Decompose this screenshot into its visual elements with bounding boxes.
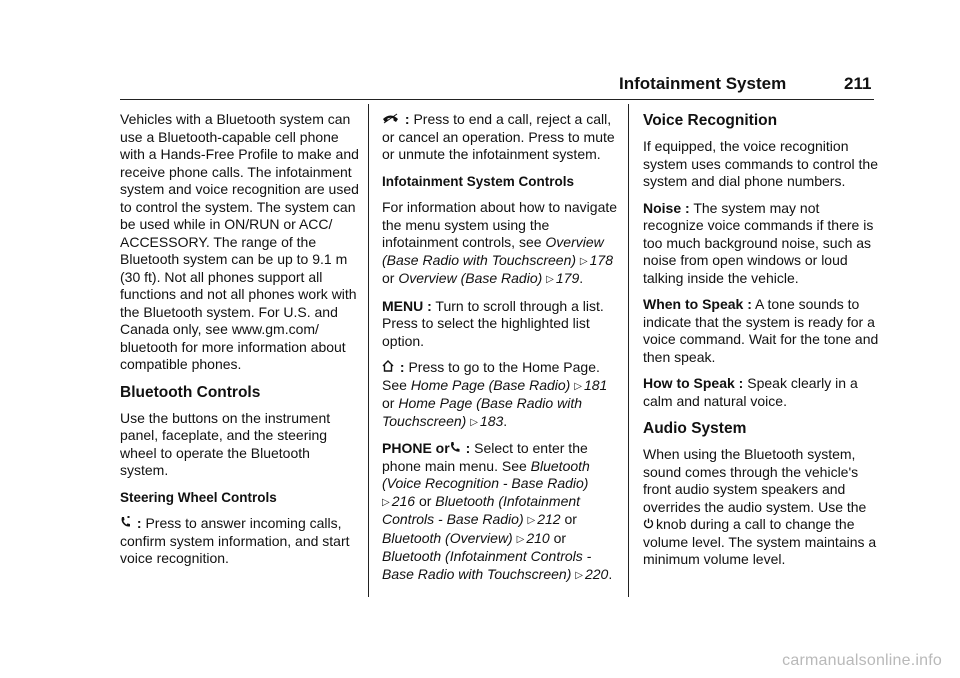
power-knob-icon xyxy=(643,516,654,534)
voice-recognition-paragraph: If equipped, the voice recognition system uses commands to control the system and dial phone numbers. xyxy=(643,138,878,189)
page-ref-212[interactable]: 212 xyxy=(537,511,561,527)
page-reference-arrow-icon: ▷ xyxy=(527,515,536,526)
noise-item xyxy=(643,200,883,288)
home-sep: : xyxy=(396,359,409,375)
page-ref-178[interactable]: 178 xyxy=(589,251,613,268)
or-text: or xyxy=(382,270,395,286)
how-text: Speak clearly in a calm and natural voice. xyxy=(643,375,858,409)
answer-call-item xyxy=(120,515,360,568)
ref-bt-overview[interactable]: Bluetooth (Overview) xyxy=(382,529,513,546)
answer-text: Press to answer incoming calls, confirm system information, and start voice recognition. xyxy=(120,515,350,566)
page-reference-arrow-icon: ▷ xyxy=(546,274,554,285)
ref-home-base[interactable]: Home Page (Base Radio) xyxy=(410,376,571,393)
how-term: How to Speak : xyxy=(643,375,744,391)
page-ref-183[interactable]: 183 xyxy=(479,412,504,429)
or-text: or xyxy=(418,492,432,509)
page-ref-220[interactable]: 220 xyxy=(584,565,609,582)
bluetooth-controls-paragraph: Use the buttons on the instrument panel, faceplate, and the steering wheel to operate the Bluetooth system. xyxy=(120,409,331,478)
column-divider-1 xyxy=(368,104,369,597)
home-text: Press to go to the Home Page. See xyxy=(382,359,600,393)
infotainment-controls-paragraph: For information about how to navigate the menu system using the infotainment controls, see Overview (Base Radio with Touchscreen) ▷ 178 or Overview (Base Radio) ▷ 179. xyxy=(382,199,618,286)
infotainment-controls-heading: Infotainment System Controls xyxy=(382,173,575,189)
or-text: or xyxy=(382,395,395,411)
page-reference-arrow-icon: ▷ xyxy=(579,255,588,267)
menu-term: MENU : xyxy=(382,297,432,314)
end-call-item xyxy=(382,111,622,164)
when-to-speak-item xyxy=(643,296,883,366)
when-text: A tone sounds to indicate that the system is ready for a voice command. Wait for the tone and then speak. xyxy=(643,296,879,365)
phone-answer-icon xyxy=(120,515,131,533)
watermark: carmanualsonline.info xyxy=(782,652,942,669)
phone-icon xyxy=(450,440,460,458)
phone-item: PHONE or : Select to enter the phone main menu. See Bluetooth (Voice Recognition - Base Radio) ▷ 216 or Bluetooth (Infotainment Controls - Base Radio) ▷ 212 or Bluetooth (Overview) ▷ 210 or Bluetooth (Infotainment Controls - Base Radio with Touchscreen) ▷ 220. xyxy=(382,440,613,582)
intro-paragraph: Vehicles with a Bluetooth system can use a Bluetooth-capable cell phone with a Hands-Free Profile to make and receive phone calls. The infotainment system and voice recognition are used to control the system. The system can be used while in ON/RUN or ACC/ ACCESSORY. The range of the Bluetooth system can be up to 9.1 m (30 ft). Not all phones support all functions and not all phones work with the Bluetooth system. For U.S. and Canada only, see www.gm.com/ bluetooth for more information about compatible phones. xyxy=(120,111,359,372)
ref-bt-infotainment-touchscreen[interactable]: Bluetooth (Infotainment Controls - Base Radio with Touchscreen) xyxy=(382,548,592,582)
end-sep: : xyxy=(401,111,414,127)
audio-text-b: knob during a call to change the volume level. The system maintains a minimum volume level. xyxy=(643,516,877,567)
page-ref-210[interactable]: 210 xyxy=(526,529,550,546)
audio-system-heading: Audio System xyxy=(643,420,747,437)
page-reference-arrow-icon: ▷ xyxy=(574,380,582,392)
or-text: or xyxy=(553,529,567,546)
steering-wheel-controls-heading: Steering Wheel Controls xyxy=(120,489,277,505)
menu-item xyxy=(382,298,622,351)
page-number: 211 xyxy=(844,74,872,93)
or-text: or xyxy=(564,511,577,527)
ref-bt-voice[interactable]: Bluetooth (Voice Recognition - Base Radio) xyxy=(382,457,590,491)
page-ref-179[interactable]: 179 xyxy=(555,270,580,286)
isc-text: For information about how to navigate the menu system using the infotainment controls, see xyxy=(382,199,618,250)
header-rule xyxy=(120,99,874,100)
ref-bt-infotainment-base[interactable]: Bluetooth (Infotainment Controls - Base Radio) xyxy=(382,492,581,527)
how-to-speak-item xyxy=(643,375,883,410)
noise-term: Noise : xyxy=(643,199,690,216)
column-2 xyxy=(382,111,622,593)
ref-home-touchscreen[interactable]: Home Page (Base Radio with Touchscreen) xyxy=(382,395,582,429)
when-term: When to Speak : xyxy=(643,296,752,312)
menu-text: Turn to scroll through a list. Press to select the highlighted list option. xyxy=(382,297,604,349)
phone-text: Select to enter the phone main menu. See xyxy=(382,440,588,474)
phone-end-icon xyxy=(382,111,399,129)
page-reference-arrow-icon: ▷ xyxy=(470,416,478,428)
phone-sep: : xyxy=(461,440,475,456)
voice-recognition-heading: Voice Recognition xyxy=(643,112,778,129)
page-ref-181[interactable]: 181 xyxy=(583,376,608,393)
column-1 xyxy=(120,111,360,577)
column-3 xyxy=(643,111,883,578)
end-text: Press to end a call, reject a call, or cancel an operation. Press to mute or unmute the infotainment system. xyxy=(382,111,615,162)
ref-overview-touchscreen[interactable]: Overview (Base Radio with Touchscreen) xyxy=(382,234,604,268)
page-ref-216[interactable]: 216 xyxy=(391,492,416,509)
home-item: : Press to go to the Home Page. See Home Page (Base Radio) ▷ 181 or Home Page (Base Radio with Touchscreen) ▷ 183. xyxy=(382,359,608,429)
section-title: Infotainment System xyxy=(619,74,787,93)
noise-text: The system may not recognize voice commands if there is too much background noise, such as noise from open windows or loud talking inside the vehicle. xyxy=(643,199,874,286)
phone-term: PHONE or xyxy=(382,440,450,456)
audio-text-a: When using the Bluetooth system, sound comes through the vehicle's front audio system speakers and overrides the audio system. Use the xyxy=(643,446,867,515)
column-divider-2 xyxy=(628,104,629,597)
bluetooth-controls-heading: Bluetooth Controls xyxy=(120,383,261,401)
audio-system-paragraph xyxy=(643,446,883,569)
home-icon xyxy=(382,359,394,377)
page-reference-arrow-icon: ▷ xyxy=(516,533,525,545)
ref-overview-base[interactable]: Overview (Base Radio) xyxy=(398,270,543,286)
page-reference-arrow-icon: ▷ xyxy=(575,569,583,581)
page-reference-arrow-icon: ▷ xyxy=(382,496,390,508)
answer-sep: : xyxy=(133,515,146,531)
